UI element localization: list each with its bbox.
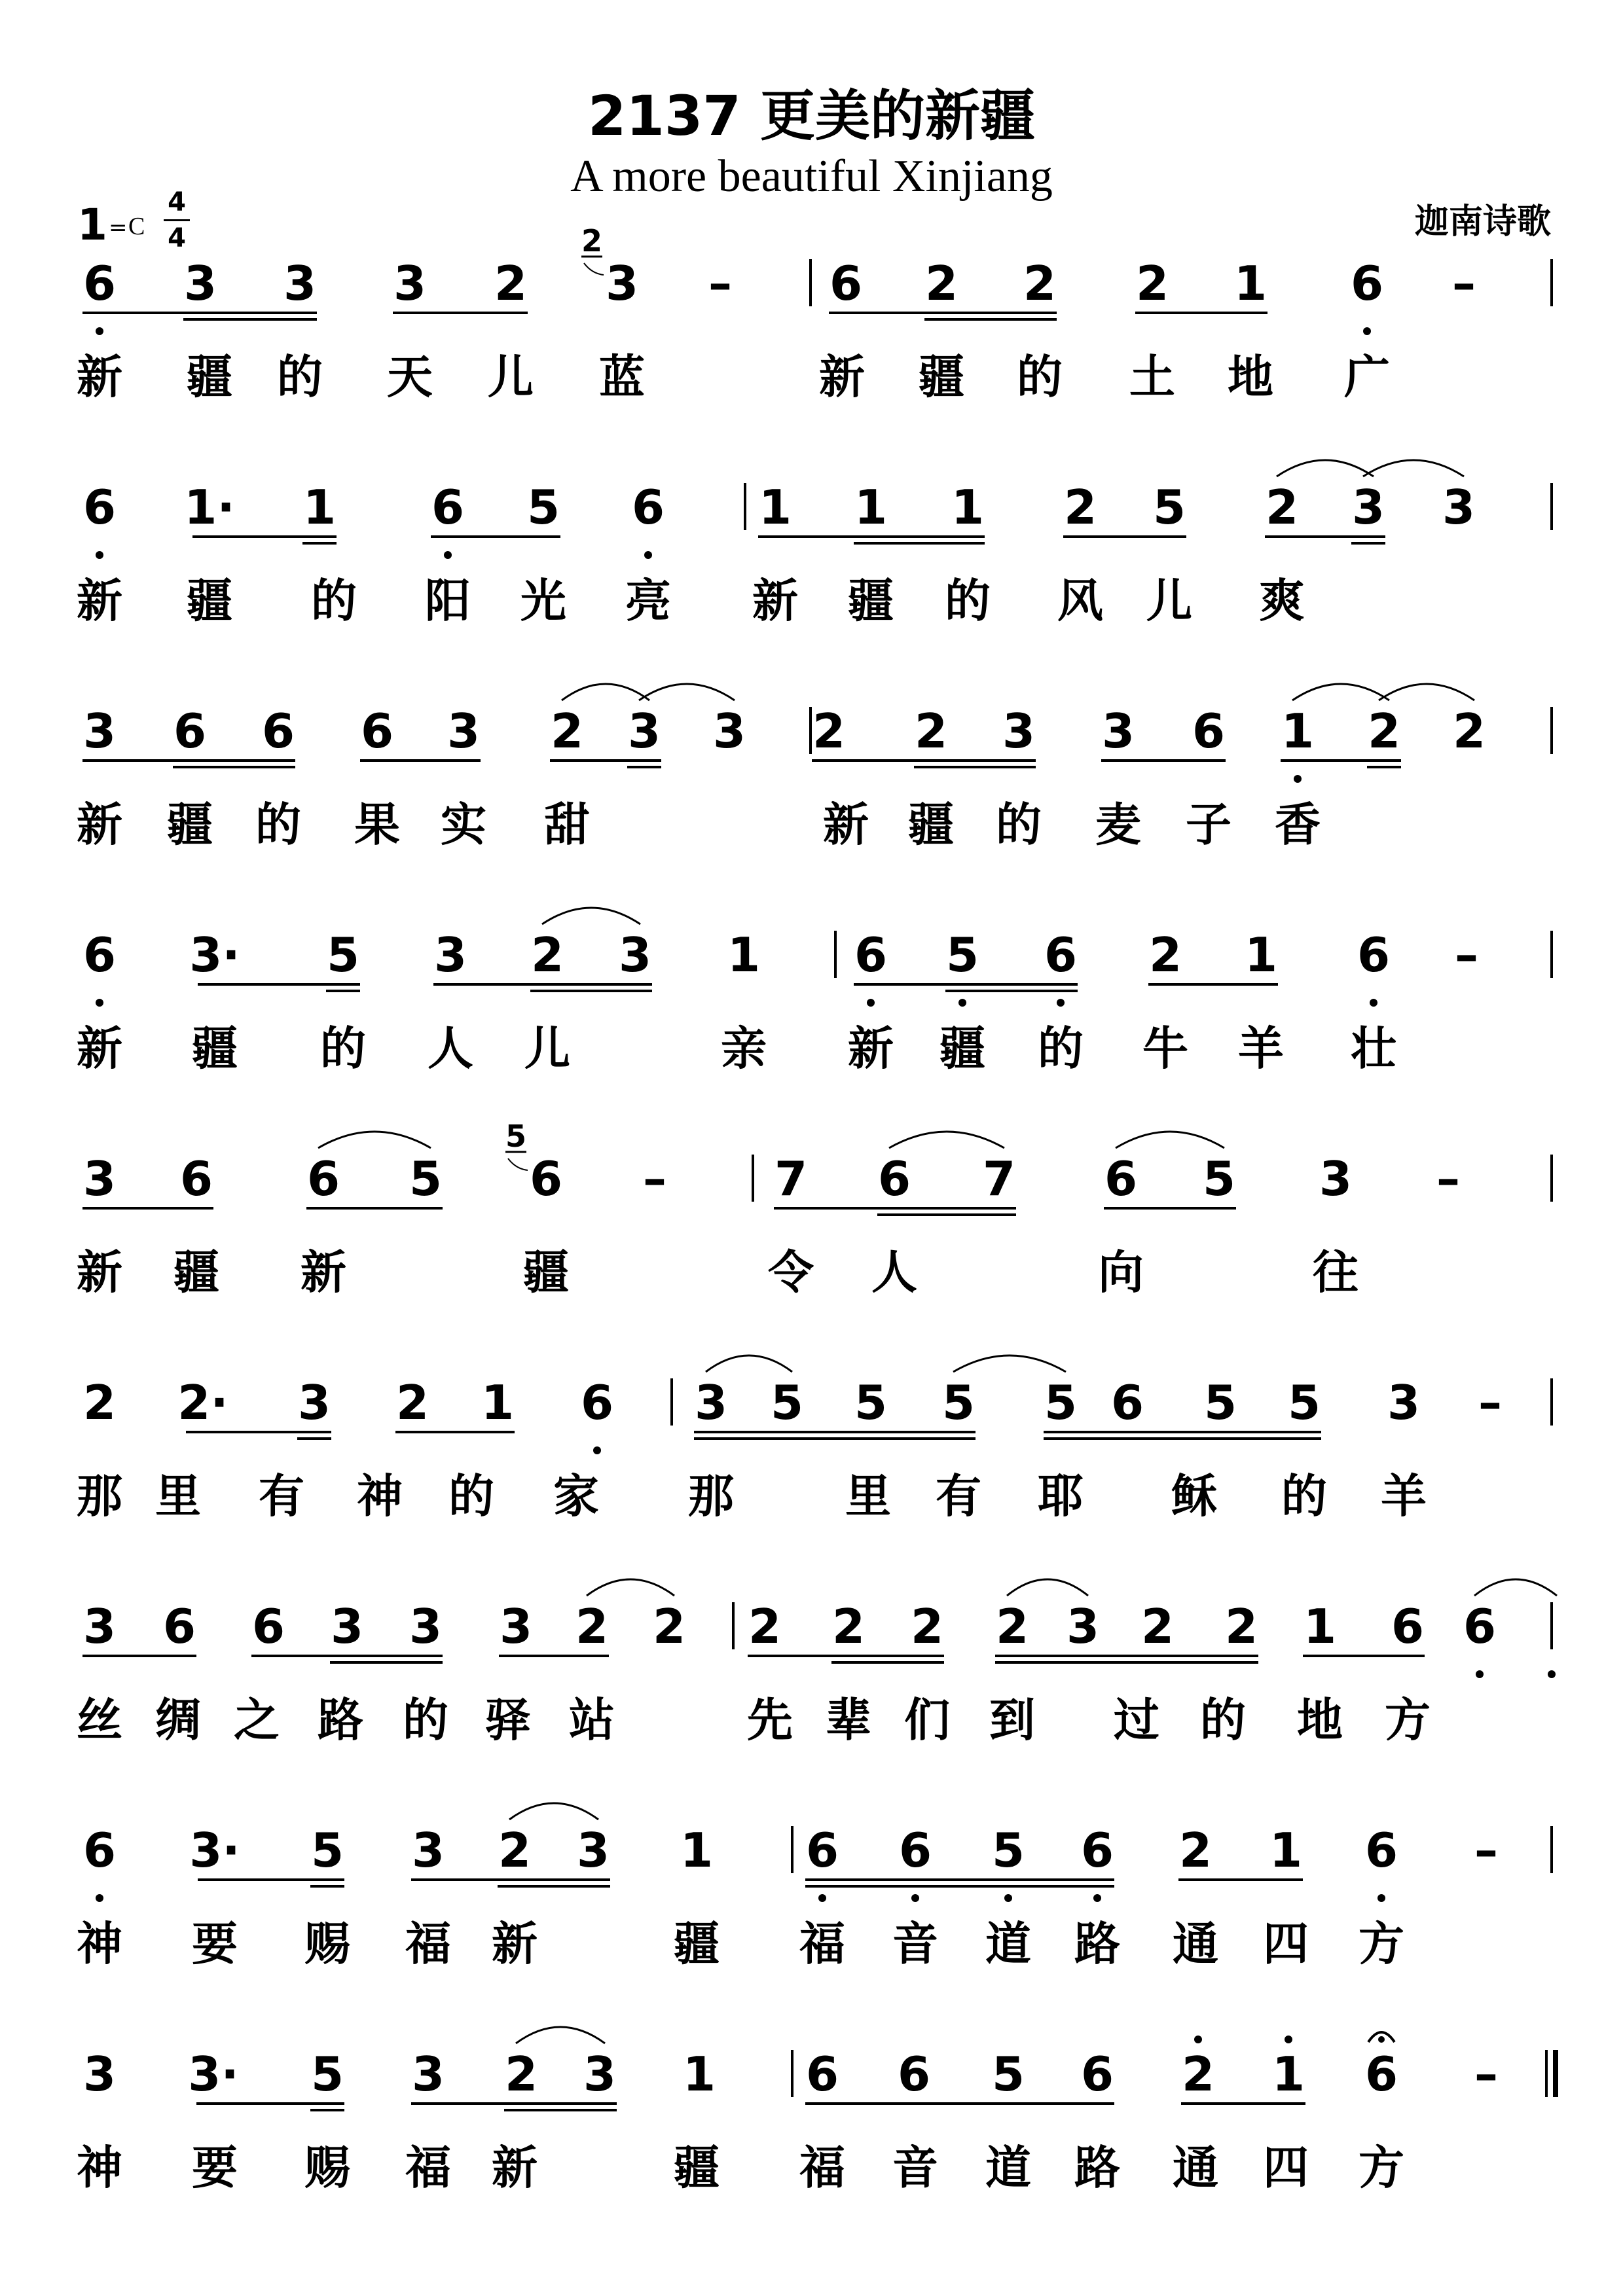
note: 5 (310, 2047, 344, 2102)
lyric-character: 的 (255, 798, 301, 852)
note: 2· (177, 1375, 228, 1430)
note: 2 (82, 1375, 117, 1430)
lyric-character: 新 (492, 1917, 538, 1971)
note: 1 (1303, 1599, 1337, 1654)
lyric-character: 儿 (488, 350, 534, 404)
lower-octave-dot (911, 1894, 919, 1902)
note: 2 (504, 2047, 538, 2102)
note: 6 (1080, 2047, 1114, 2102)
slur (318, 1132, 431, 1148)
note: 5 (1287, 1375, 1321, 1430)
lyric-character: 辈 (826, 1693, 871, 1747)
lyric-character: 子 (1186, 798, 1231, 852)
note: 3 (283, 256, 317, 311)
note: 3 (82, 1599, 117, 1654)
note: 3 (576, 1823, 610, 1878)
lyric-character: 神 (357, 1469, 403, 1523)
lower-octave-dot (593, 1446, 601, 1454)
lyric-character: 的 (1017, 350, 1063, 404)
note: 6 (529, 1151, 563, 1206)
slur (889, 1132, 1004, 1148)
lyric-character: 人 (428, 1022, 473, 1075)
lyric-character: 广 (1344, 350, 1390, 404)
lyric-character: 果 (354, 798, 400, 852)
note: 1 (680, 1823, 714, 1878)
slur (1116, 1132, 1224, 1148)
note: 2 (550, 704, 584, 759)
lower-octave-dot (96, 327, 103, 335)
lyric-character: 疆 (908, 798, 954, 852)
lower-octave-dot (958, 999, 966, 1007)
lyric-character: 们 (904, 1693, 950, 1747)
note: 3 (1101, 704, 1135, 759)
note: 6 (580, 1375, 614, 1430)
note: 3 (330, 1599, 364, 1654)
note: 1 (302, 480, 337, 535)
note: 6 (360, 704, 394, 759)
lower-octave-dot (818, 1894, 826, 1902)
song-subtitle: A more beautiful Xinjiang (570, 151, 1053, 202)
note: 3 (447, 704, 481, 759)
note: 6 (805, 1823, 839, 1878)
slur (639, 684, 735, 700)
note: 3 (627, 704, 661, 759)
note: 1 (727, 927, 761, 982)
note: 6 (251, 1599, 285, 1654)
lower-octave-dot (96, 551, 103, 559)
note: 5 (326, 927, 360, 982)
lyric-character: 疆 (674, 2141, 720, 2195)
lyric-character: 疆 (192, 1022, 238, 1075)
lyric-character: 音 (892, 2141, 938, 2195)
lyric-character: 疆 (167, 798, 213, 852)
slur (516, 2027, 605, 2043)
lyric-character: 光 (520, 574, 566, 628)
note: 2 (1265, 480, 1299, 535)
lyric-character: 到 (989, 1693, 1035, 1747)
lyric-character: 方 (1359, 1917, 1404, 1971)
lyric-character: 的 (1200, 1693, 1246, 1747)
note: 6 (854, 927, 888, 982)
lyric-character: 疆 (187, 574, 232, 628)
slur (1277, 460, 1374, 476)
note: 5 (941, 1375, 976, 1430)
note: 1 (1233, 256, 1267, 311)
lyric-character: 天 (387, 350, 433, 404)
note: 2 (1135, 256, 1169, 311)
note: 1 (1269, 1823, 1303, 1878)
lyric-character: 儿 (1146, 574, 1192, 628)
lyric-character: 壮 (1351, 1022, 1396, 1075)
fermata-dot (1378, 2036, 1385, 2043)
note: 1· (184, 480, 235, 535)
note: 2 (498, 1823, 532, 1878)
grace-note: 2 (581, 223, 603, 259)
lyric-character: 过 (1114, 1693, 1159, 1747)
lyric-character: 绸 (155, 1693, 201, 1747)
lyric-character: 的 (996, 798, 1042, 852)
lyric-character: 亮 (625, 574, 671, 628)
note: 3 (411, 1823, 445, 1878)
key-equals: = (109, 215, 128, 241)
lyric-character: 麦 (1095, 798, 1141, 852)
note: 6 (306, 1151, 340, 1206)
note: 6 (162, 1599, 196, 1654)
note: 2 (914, 704, 948, 759)
lyric-character: 的 (320, 1022, 366, 1075)
note: 3 (499, 1599, 533, 1654)
lower-octave-dot (1093, 1894, 1101, 1902)
lyric-character: 的 (448, 1469, 494, 1523)
note: 7 (774, 1151, 808, 1206)
lyric-character: 新 (492, 2141, 538, 2195)
lyric-character: 的 (1281, 1469, 1327, 1523)
note: 6 (1080, 1823, 1114, 1878)
lyric-character: 有 (936, 1469, 981, 1523)
dash-note: – (643, 1151, 666, 1206)
time-signature-bottom: 4 (168, 223, 186, 253)
slur (1379, 684, 1474, 700)
note: 3 (393, 256, 427, 311)
note: 2 (831, 1599, 866, 1654)
lower-octave-dot (1476, 1670, 1484, 1678)
note: 3 (297, 1375, 331, 1430)
lower-octave-dot (444, 551, 452, 559)
note: 3 (1066, 1599, 1100, 1654)
note: 3 (1351, 480, 1385, 535)
key-name: C (128, 213, 145, 240)
note: 3 (409, 1599, 443, 1654)
note: 6 (1364, 2047, 1398, 2102)
lower-octave-dot (1363, 327, 1371, 335)
lyric-character: 新 (77, 350, 122, 404)
lyric-character: 风 (1057, 574, 1103, 628)
lyric-character: 里 (155, 1469, 201, 1523)
note: 5 (409, 1151, 443, 1206)
lower-octave-dot (96, 999, 103, 1007)
note: 6 (173, 704, 207, 759)
note: 2 (1140, 1599, 1175, 1654)
slur (562, 684, 649, 700)
note: 6 (1350, 256, 1384, 311)
note: 2 (530, 927, 564, 982)
lyric-character: 四 (1263, 1917, 1309, 1971)
lyric-character: 福 (405, 1917, 451, 1971)
note: 1 (682, 2047, 716, 2102)
lyric-character: 往 (1313, 1246, 1359, 1299)
lyric-character: 有 (259, 1469, 304, 1523)
lower-octave-dot (867, 999, 875, 1007)
note: 2 (1181, 2047, 1215, 2102)
lyric-character: 地 (1297, 1693, 1343, 1747)
note: 3 (82, 2047, 117, 2102)
note: 5 (1152, 480, 1186, 535)
note: 6 (1364, 1823, 1398, 1878)
lyric-character: 阳 (425, 574, 471, 628)
lyric-character: 实 (441, 798, 486, 852)
note: 5 (310, 1823, 344, 1878)
note: 6 (82, 256, 117, 311)
author: 迦南诗歌 (1414, 202, 1551, 242)
note: 6 (1192, 704, 1226, 759)
note: 2 (1063, 480, 1097, 535)
note: 1 (1271, 2047, 1305, 2102)
lyric-character: 的 (277, 350, 323, 404)
lyric-character: 疆 (919, 350, 964, 404)
lyric-character: 羊 (1238, 1022, 1284, 1075)
note: 2 (494, 256, 528, 311)
note: 5 (770, 1375, 804, 1430)
lyric-character: 福 (799, 1917, 845, 1971)
lyric-character: 耶 (1038, 1469, 1084, 1523)
lyric-character: 的 (311, 574, 357, 628)
note: 5 (526, 480, 560, 535)
note: 6 (897, 2047, 931, 2102)
slur (1292, 684, 1389, 700)
lyric-character: 土 (1129, 350, 1175, 404)
note: 1 (1281, 704, 1315, 759)
note: 6 (805, 2047, 839, 2102)
note: 3 (1442, 480, 1476, 535)
lower-octave-dot (644, 551, 652, 559)
lyric-character: 新 (848, 1022, 894, 1075)
note: 1 (951, 480, 985, 535)
slur (953, 1355, 1066, 1372)
slur (1363, 460, 1464, 476)
note: 1 (854, 480, 888, 535)
lyric-character: 新 (77, 574, 122, 628)
lyric-character: 疆 (848, 574, 894, 628)
note: 6 (261, 704, 295, 759)
lyric-character: 疆 (187, 350, 232, 404)
note: 2 (924, 256, 958, 311)
note: 3 (82, 1151, 117, 1206)
slur (542, 908, 640, 924)
lyric-character: 要 (192, 2141, 238, 2195)
lower-octave-dot (1004, 1894, 1012, 1902)
lyric-character: 之 (234, 1693, 280, 1747)
lyric-character: 新 (301, 1246, 346, 1299)
lyric-character: 的 (403, 1693, 448, 1747)
note: 6 (1110, 1375, 1144, 1430)
dash-note: – (708, 256, 732, 311)
note: 5 (945, 927, 979, 982)
lyric-character: 里 (845, 1469, 891, 1523)
lyric-character: 那 (77, 1469, 122, 1523)
note: 3 (583, 2047, 617, 2102)
lower-octave-dot (1548, 1670, 1556, 1678)
lyric-character: 疆 (173, 1246, 219, 1299)
lyric-character: 新 (77, 1022, 122, 1075)
note: 6 (1357, 927, 1391, 982)
slur (1474, 1579, 1557, 1596)
note: 6 (82, 1823, 117, 1878)
note: 5 (1203, 1375, 1237, 1430)
note: 6 (631, 480, 665, 535)
lyric-character: 福 (405, 2141, 451, 2195)
lyric-character: 站 (569, 1693, 615, 1747)
lower-octave-dot (96, 1894, 103, 1902)
lyric-character: 先 (747, 1693, 793, 1747)
lyric-character: 新 (77, 798, 122, 852)
lyric-character: 方 (1385, 1693, 1431, 1747)
lyric-character: 牛 (1142, 1022, 1188, 1075)
note: 6 (1391, 1599, 1425, 1654)
lyric-character: 爽 (1259, 574, 1305, 628)
note: 2 (1023, 256, 1057, 311)
lyric-character: 四 (1263, 2141, 1309, 2195)
note: 2 (1178, 1823, 1213, 1878)
lyric-character: 道 (985, 2141, 1031, 2195)
note: 5 (854, 1375, 888, 1430)
note: 3 (618, 927, 652, 982)
note: 3 (433, 927, 467, 982)
key-tonic: 1 (77, 200, 107, 250)
lyric-character: 路 (1074, 1917, 1120, 1971)
note: 5 (991, 2047, 1025, 2102)
lyric-character: 新 (819, 350, 865, 404)
lower-octave-dot (1294, 775, 1302, 783)
lower-octave-dot (1057, 999, 1065, 1007)
lyric-character: 新 (823, 798, 869, 852)
lyric-character: 道 (985, 1917, 1031, 1971)
lyric-character: 羊 (1381, 1469, 1427, 1523)
lyric-character: 赐 (304, 1917, 350, 1971)
note: 2 (1367, 704, 1401, 759)
lyric-character: 亲 (721, 1022, 767, 1075)
lyric-character: 方 (1359, 2141, 1404, 2195)
note: 6 (877, 1151, 911, 1206)
upper-octave-dot (1194, 2036, 1202, 2043)
lyric-character: 香 (1275, 798, 1321, 852)
dash-note: – (1455, 927, 1478, 982)
lyric-character: 通 (1173, 2141, 1218, 2195)
slur (706, 1355, 792, 1372)
note: 6 (1044, 927, 1078, 982)
note: 3 (1319, 1151, 1353, 1206)
lower-octave-dot (1370, 999, 1377, 1007)
lyric-character: 稣 (1171, 1469, 1217, 1523)
grace-slur (584, 263, 604, 275)
lyric-character: 路 (1074, 2141, 1120, 2195)
lyric-character: 丝 (77, 1693, 122, 1747)
lyric-character: 人 (871, 1246, 917, 1299)
lyric-character: 家 (553, 1469, 599, 1523)
lyric-character: 通 (1173, 1917, 1218, 1971)
note: 3 (694, 1375, 728, 1430)
note: 6 (898, 1823, 932, 1878)
note: 3 (1387, 1375, 1421, 1430)
lyric-character: 儿 (524, 1022, 570, 1075)
note: 2 (1452, 704, 1486, 759)
dash-note: – (1474, 2047, 1498, 2102)
note: 6 (82, 927, 117, 982)
note: 6 (1463, 1599, 1497, 1654)
lyric-character: 福 (799, 2141, 845, 2195)
note: 2 (910, 1599, 944, 1654)
slur (1007, 1579, 1088, 1596)
lyric-character: 令 (768, 1246, 814, 1299)
note: 5 (1044, 1375, 1078, 1430)
note: 1 (1244, 927, 1278, 982)
note: 3 (605, 256, 639, 311)
note: 2 (812, 704, 846, 759)
grace-slur (508, 1158, 528, 1170)
slur (509, 1803, 598, 1820)
grace-note: 5 (505, 1119, 527, 1154)
lyric-character: 甜 (544, 798, 590, 852)
lyric-character: 要 (192, 1917, 238, 1971)
lyric-character: 驿 (485, 1693, 531, 1747)
lyric-character: 神 (77, 1917, 122, 1971)
note: 2 (748, 1599, 782, 1654)
lyric-character: 路 (318, 1693, 363, 1747)
note: 2 (652, 1599, 686, 1654)
note: 6 (179, 1151, 213, 1206)
dash-note: – (1452, 256, 1476, 311)
note: 6 (431, 480, 465, 535)
lyric-character: 新 (752, 574, 798, 628)
song-title: 2137 更美的新疆 (587, 84, 1036, 148)
dash-note: – (1474, 1823, 1498, 1878)
lyric-character: 赐 (304, 2141, 350, 2195)
lyric-character: 疆 (523, 1246, 569, 1299)
note: 3 (411, 2047, 445, 2102)
note: 5 (991, 1823, 1025, 1878)
dash-note: – (1478, 1375, 1502, 1430)
time-signature-top: 4 (168, 187, 186, 217)
note: 5 (1202, 1151, 1236, 1206)
note: 2 (395, 1375, 429, 1430)
note: 3 (82, 704, 117, 759)
lyric-character: 疆 (939, 1022, 985, 1075)
note: 6 (1104, 1151, 1138, 1206)
lyric-character: 神 (77, 2141, 122, 2195)
lyric-character: 新 (77, 1246, 122, 1299)
lyric-character: 地 (1228, 350, 1273, 404)
lower-octave-dot (1377, 1894, 1385, 1902)
note: 3· (189, 1823, 240, 1878)
note: 2 (995, 1599, 1029, 1654)
lyric-character: 向 (1098, 1246, 1144, 1299)
dash-note: – (1436, 1151, 1460, 1206)
note: 2 (1148, 927, 1182, 982)
note: 3· (188, 2047, 239, 2102)
note: 2 (1224, 1599, 1258, 1654)
note: 7 (982, 1151, 1016, 1206)
slur (587, 1579, 674, 1596)
note: 2 (575, 1599, 609, 1654)
lyric-character: 疆 (674, 1917, 720, 1971)
note: 1 (758, 480, 792, 535)
note: 3 (1002, 704, 1036, 759)
note: 1 (481, 1375, 515, 1430)
note: 6 (829, 256, 863, 311)
lyric-character: 的 (1038, 1022, 1084, 1075)
note: 3· (189, 927, 240, 982)
note: 6 (82, 480, 117, 535)
lyric-character: 蓝 (599, 350, 645, 404)
lyric-character: 那 (688, 1469, 734, 1523)
lyric-character: 音 (892, 1917, 938, 1971)
note: 3 (712, 704, 746, 759)
lyric-character: 的 (945, 574, 991, 628)
upper-octave-dot (1285, 2036, 1292, 2043)
note: 3 (183, 256, 217, 311)
